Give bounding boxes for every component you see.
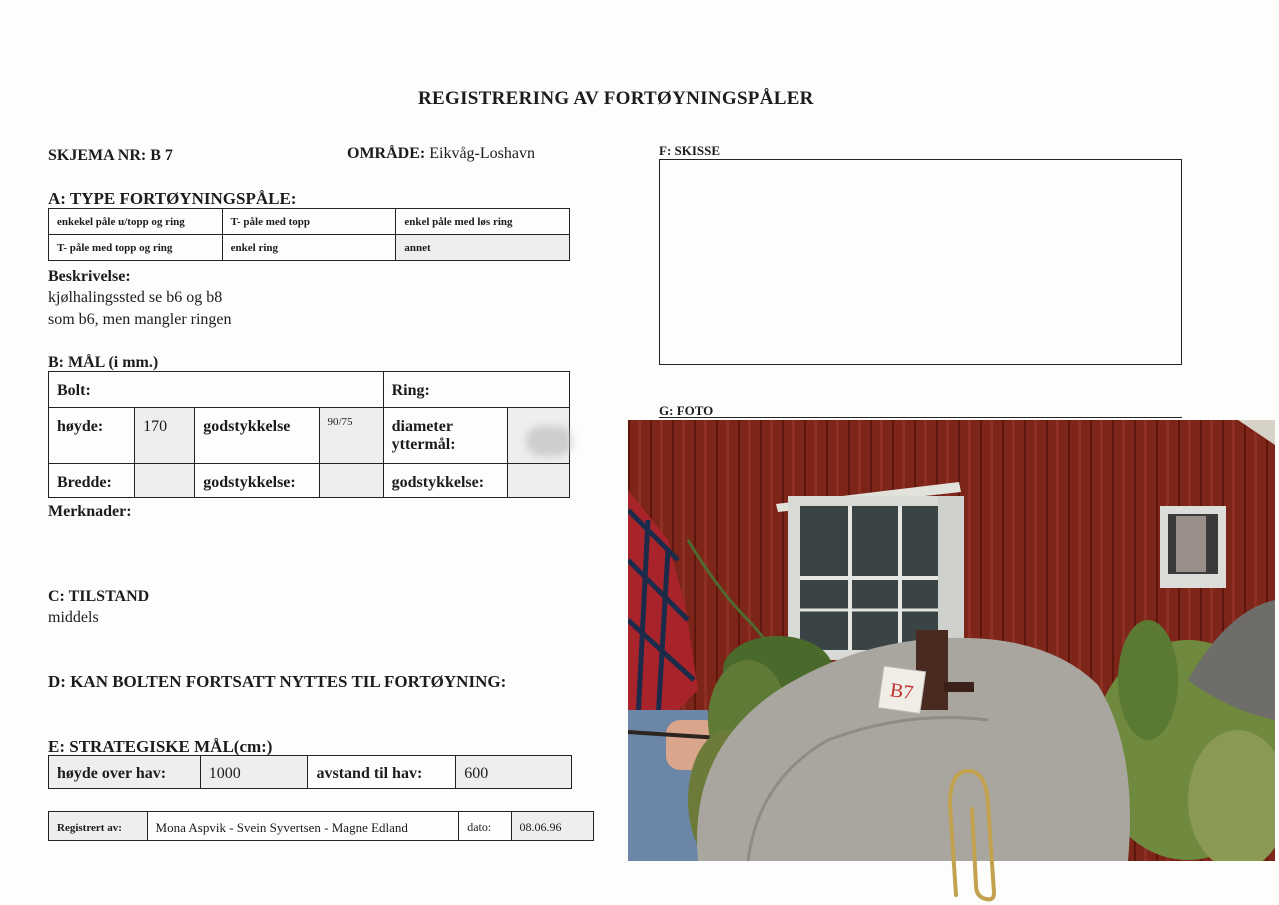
section-b-heading: B: MÅL (i mm.) <box>48 354 159 371</box>
section-c-heading: C: TILSTAND <box>48 588 150 605</box>
type-option: annet <box>396 235 570 261</box>
condition-value: middels <box>48 609 99 626</box>
type-option: enkekel påle u/topp og ring <box>49 209 223 235</box>
date-label: dato: <box>459 812 511 841</box>
label-tag <box>878 666 925 713</box>
smudge-mark <box>526 426 572 456</box>
section-d-heading: D: KAN BOLTEN FORTSATT NYTTES TIL FORTØYNING: <box>48 672 507 691</box>
ring-label: Ring: <box>383 372 569 408</box>
measurements-table <box>48 371 570 498</box>
small-window <box>1160 506 1226 588</box>
section-f-heading: F: SKISSE <box>659 143 721 158</box>
description-line: som b6, men mangler ringen <box>48 311 232 328</box>
ring-thickness-value <box>507 464 569 498</box>
area <box>347 145 535 163</box>
diameter-label-line: diameter <box>391 418 453 435</box>
description-line: kjølhalingssted se b6 og b8 <box>48 289 223 306</box>
bolt-label: Bolt: <box>49 372 384 408</box>
registered-by-names: Mona Aspvik - Svein Syvertsen - Magne Edland <box>147 812 459 841</box>
width-label: Bredde: <box>49 464 135 498</box>
diameter-label <box>383 408 507 464</box>
section-a-heading: A: TYPE FORTØYNINGSPÅLE: <box>48 189 297 208</box>
tag-text: B7 <box>888 679 915 705</box>
ring-thickness-label: godstykkelse: <box>383 464 507 498</box>
width-value <box>135 464 195 498</box>
sea-height-value: 1000 <box>200 756 308 789</box>
area-label: OMRÅDE: <box>347 145 426 162</box>
description-label: Beskrivelse: <box>48 268 131 285</box>
sea-distance-value: 600 <box>456 756 572 789</box>
type-option: enkel ring <box>222 235 396 261</box>
registered-by-label: Registrert av: <box>49 812 148 841</box>
sketch-box <box>659 159 1182 365</box>
thickness-label: godstykkelse <box>195 408 319 464</box>
type-option: enkel påle med løs ring <box>396 209 570 235</box>
sea-distance-label: avstand til hav: <box>308 756 456 789</box>
paper-clip-icon <box>942 765 1002 905</box>
schema-number <box>48 147 173 165</box>
remarks-label: Merknader: <box>48 503 132 520</box>
date-value: 08.06.96 <box>511 812 593 841</box>
photo-frame-top <box>659 417 1182 418</box>
area-value: Eikvåg-Loshavn <box>429 145 535 162</box>
sea-height-label: høyde over hav: <box>49 756 201 789</box>
height-value: 170 <box>135 408 195 464</box>
diameter-label-line: yttermål: <box>391 436 456 453</box>
page-title: REGISTRERING AV FORTØYNINGSPÅLER <box>418 88 814 109</box>
type-option: T- påle med topp og ring <box>49 235 223 261</box>
thickness-value: 90/75 <box>319 408 383 464</box>
pile-type-table <box>48 208 570 261</box>
registration-table <box>48 811 594 841</box>
type-option: T- påle med topp <box>222 209 396 235</box>
thickness-label-2: godstykkelse: <box>195 464 319 498</box>
strategic-table <box>48 755 572 789</box>
section-e-heading: E: STRATEGISKE MÅL(cm:) <box>48 737 273 756</box>
thickness-value-2 <box>319 464 383 498</box>
schema-value: B 7 <box>150 147 173 164</box>
section-g-heading: G: FOTO <box>659 403 714 418</box>
height-label: høyde: <box>49 408 135 464</box>
schema-label: SKJEMA NR: <box>48 147 147 164</box>
